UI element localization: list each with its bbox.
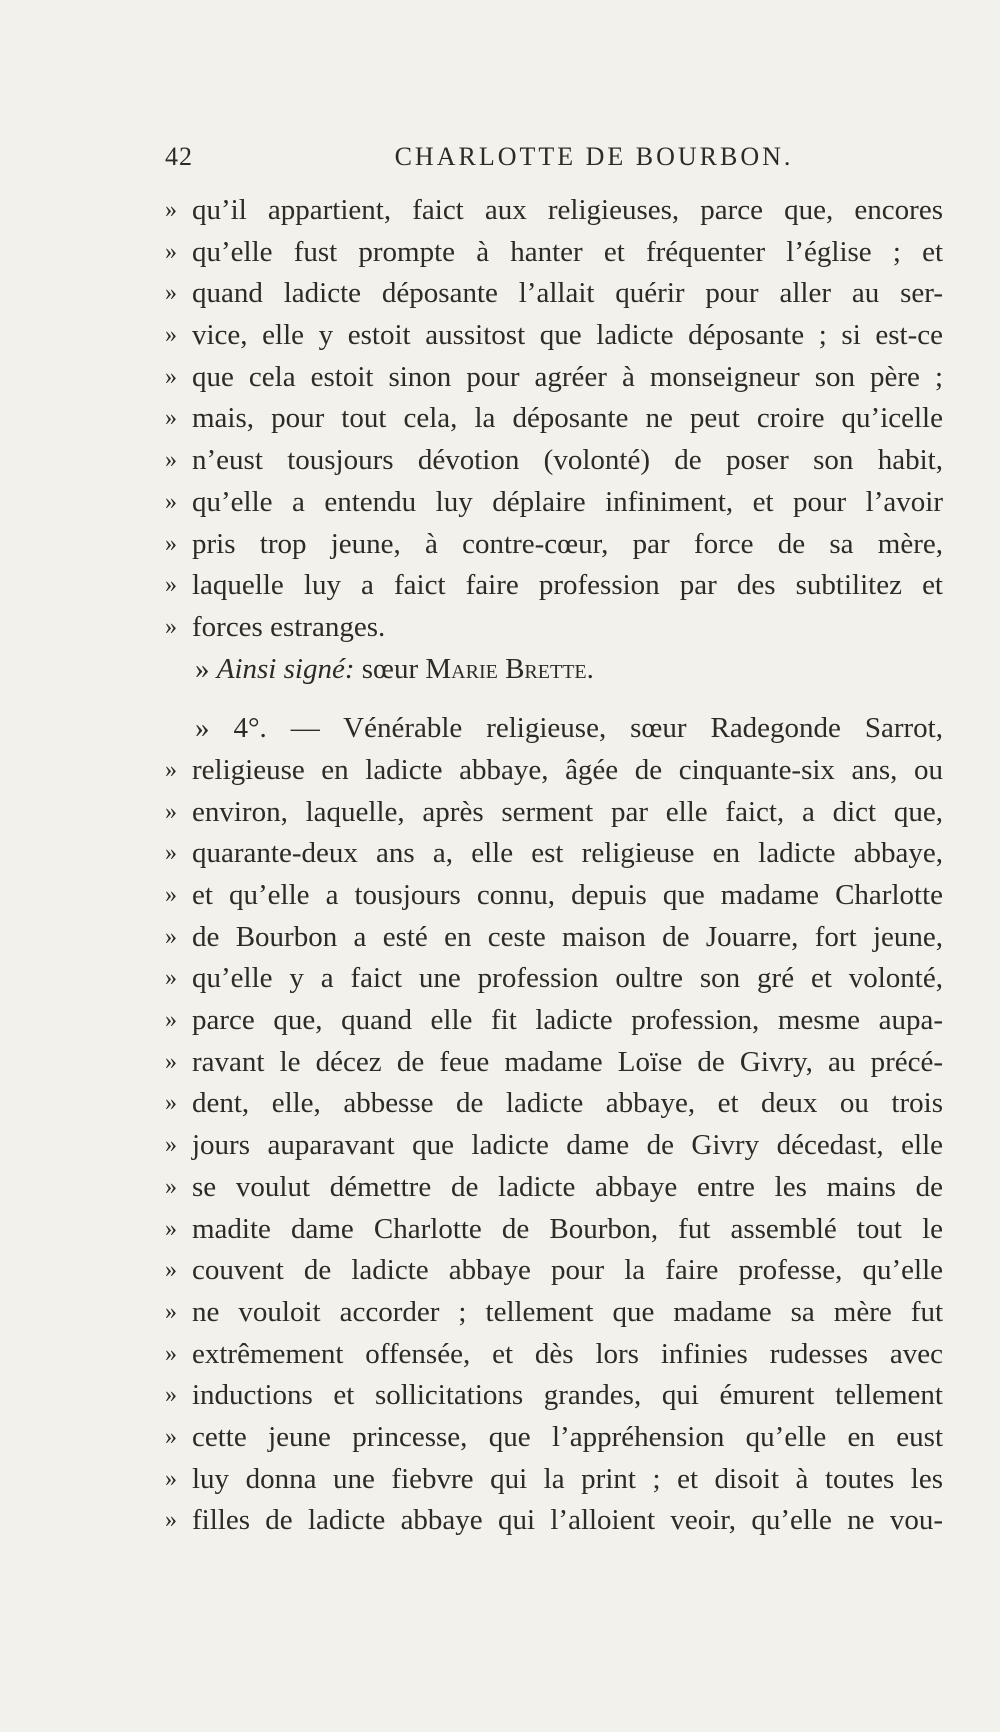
line-text: parce que, quand elle fit ladicte profession, mesme aupa- [192, 1004, 943, 1037]
paragraph-gap [165, 690, 943, 708]
quote-mark: » [165, 530, 177, 557]
text-line [165, 1250, 943, 1292]
line-text: qu’elle fust prompte à hanter et fréquenter l’église ; et [192, 235, 943, 268]
quote-mark: » [165, 1215, 177, 1242]
quote-mark: » [165, 1048, 177, 1075]
paragraph-2-first-line [165, 708, 943, 750]
quote-mark: » [165, 1257, 177, 1284]
line-text: de Bourbon a esté en ceste maison de Jouarre, fort jeune, [192, 920, 943, 953]
text-line [165, 1083, 943, 1125]
quote-mark: » [165, 756, 177, 783]
line-text: dent, elle, abbesse de ladicte abbaye, et deux ou trois [192, 1087, 943, 1120]
line-text: se voulut démettre de ladicte abbaye entre les mains de [192, 1170, 943, 1203]
quote-mark: » [165, 798, 177, 825]
page-header [165, 142, 943, 178]
signature-name: Marie Brette. [425, 652, 594, 685]
text-line [165, 1167, 943, 1209]
text-line [165, 917, 943, 959]
line-text: n’eust tousjours dévotion (volonté) de poser son habit, [192, 444, 943, 477]
text-line [165, 607, 943, 649]
quote-mark: » [165, 572, 177, 599]
line-text: environ, laquelle, après serment par elle faict, a dict que, [192, 795, 943, 828]
line-text: qu’elle a entendu luy déplaire infiniment, et pour l’avoir [192, 485, 943, 518]
text-line [165, 524, 943, 566]
paragraph-2 [165, 750, 943, 1542]
quote-mark: » [165, 322, 177, 349]
quote-mark: » [165, 1173, 177, 1200]
text-line [165, 1209, 943, 1251]
line-text: et qu’elle a tousjours connu, depuis que madame Charlotte [192, 879, 943, 911]
quote-mark: » [165, 238, 177, 265]
line-text: quand ladicte déposante l’allait quérir pour aller au ser- [192, 277, 943, 310]
text-line [165, 482, 943, 524]
line-text: qu’il appartient, faict aux religieuses, parce que, encores [192, 194, 943, 226]
line-text: qu’elle y a faict une profession oultre son gré et volonté, [192, 962, 943, 995]
line-text: religieuse en ladicte abbaye, âgée de cinquante-six ans, ou [192, 753, 943, 786]
quote-mark: » [165, 965, 177, 992]
line-text: madite dame Charlotte de Bourbon, fut assemblé tout le [192, 1212, 943, 1245]
text-line [165, 1500, 943, 1542]
quote-mark: » [165, 1132, 177, 1159]
text-line [165, 792, 943, 834]
quote-mark: » [165, 923, 177, 950]
line-text: filles de ladicte abbaye qui l’alloient veoir, qu’elle ne vou- [192, 1504, 943, 1537]
text-line [165, 273, 943, 315]
line-text: » 4°. — Vénérable religieuse, sœur Radegonde Sarrot, [195, 712, 943, 745]
text-line [165, 1375, 943, 1417]
text-line [165, 1292, 943, 1334]
quote-mark: » [165, 1340, 177, 1367]
line-text: que cela estoit sinon pour agréer à monseigneur son père ; [192, 360, 943, 393]
quote-mark: » [165, 840, 177, 867]
quote-mark: » [165, 447, 177, 474]
signature-rest: sœur [354, 652, 426, 685]
text-line [165, 315, 943, 357]
signature-prefix: » [195, 652, 217, 685]
text-line [165, 1042, 943, 1084]
line-text: laquelle luy a faict faire profession par des subtilitez et [192, 569, 943, 602]
line-text: ravant le décez de feue madame Loïse de Givry, au précé- [192, 1045, 943, 1078]
line-text: forces estranges. [192, 610, 386, 643]
quote-mark: » [165, 1507, 177, 1534]
text-line [165, 1459, 943, 1501]
text-line [165, 357, 943, 399]
quote-mark: » [165, 197, 177, 223]
text-line [165, 958, 943, 1000]
line-text: vice, elle y estoit aussitost que ladicte déposante ; si est-ce [192, 319, 943, 352]
line-text: luy donna une fiebvre qui la print ; et disoit à toutes les [192, 1462, 943, 1495]
quote-mark: » [165, 1423, 177, 1450]
text-line [165, 232, 943, 274]
text-line [165, 1417, 943, 1459]
quote-mark: » [165, 1007, 177, 1034]
text-line [165, 398, 943, 440]
line-text: couvent de ladicte abbaye pour la faire professe, qu’elle [192, 1254, 943, 1287]
line-text: inductions et sollicitations grandes, qui émurent tellement [192, 1379, 943, 1412]
text-line [165, 875, 943, 917]
line-text: pris trop jeune, à contre-cœur, par force de sa mère, [192, 527, 943, 560]
page-number: 42 [165, 142, 193, 171]
running-title: CHARLOTTE DE BOURBON. [394, 142, 794, 171]
text-line [165, 750, 943, 792]
text-line [165, 1000, 943, 1042]
line-text: ne vouloit accorder ; tellement que madame sa mère fut [192, 1295, 943, 1328]
quote-mark: » [165, 1090, 177, 1117]
text-line [165, 1334, 943, 1376]
text-line [165, 190, 943, 232]
quote-mark: » [165, 280, 177, 307]
quote-mark: » [165, 1298, 177, 1325]
page-body [165, 190, 943, 1542]
line-text: quarante-deux ans a, elle est religieuse en ladicte abbaye, [192, 837, 943, 870]
text-line [165, 440, 943, 482]
quote-mark: » [165, 488, 177, 515]
quote-mark: » [165, 882, 177, 908]
signature-line [165, 649, 943, 691]
signature-italic: Ainsi signé: [216, 652, 355, 685]
line-text: extrêmement offensée, et dès lors infinies rudesses avec [192, 1337, 943, 1370]
paragraph-1 [165, 190, 943, 649]
line-text: mais, pour tout cela, la déposante ne peut croire qu’icelle [192, 402, 943, 435]
text-line [165, 1125, 943, 1167]
quote-mark: » [165, 1465, 177, 1492]
text-line [165, 833, 943, 875]
line-text: cette jeune princesse, que l’appréhension qu’elle en eust [192, 1420, 943, 1453]
text-line [165, 565, 943, 607]
quote-mark: » [165, 1382, 177, 1409]
line-text: jours auparavant que ladicte dame de Givry décedast, elle [192, 1129, 943, 1162]
quote-mark: » [165, 405, 177, 432]
quote-mark: » [165, 363, 177, 390]
quote-mark: » [165, 613, 177, 640]
